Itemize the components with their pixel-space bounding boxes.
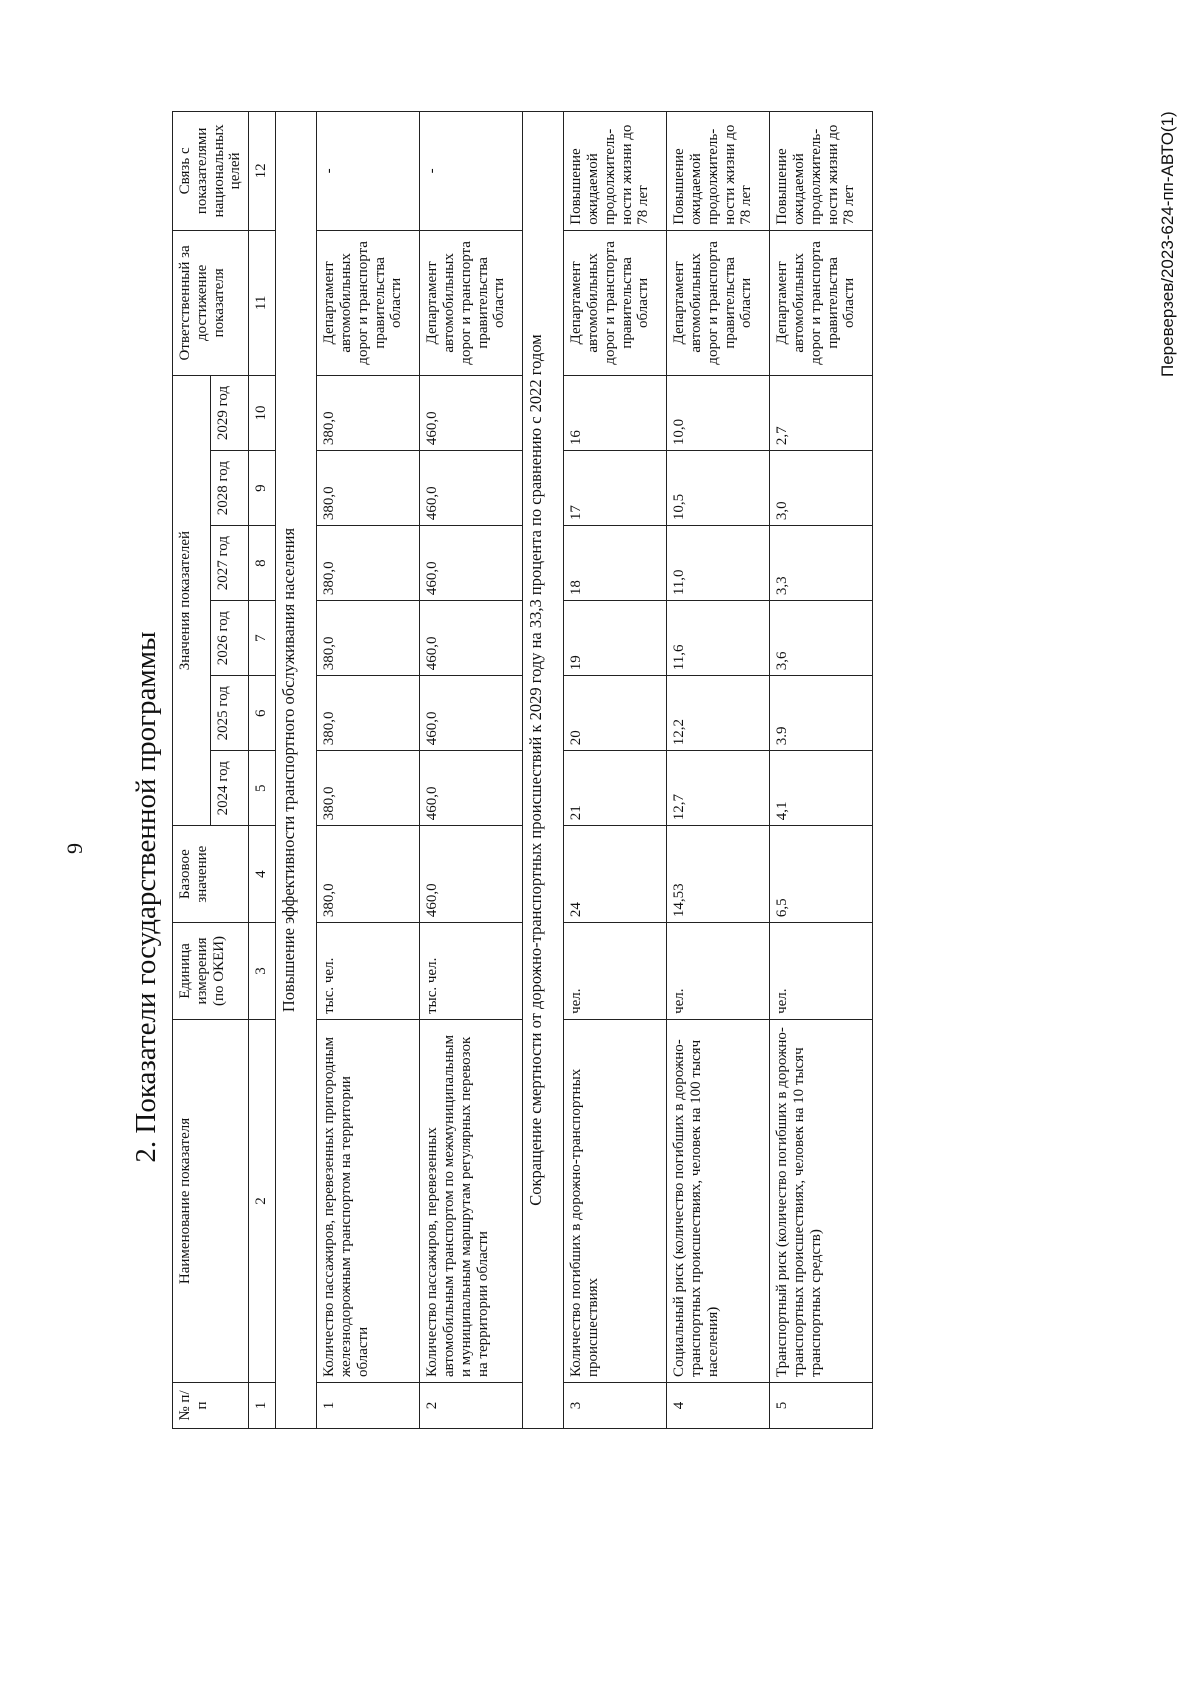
- responsible: Департамент автомобильных дорог и транспорта правительства области: [667, 230, 770, 375]
- year-value: 380,0: [317, 375, 420, 450]
- column-index: 6: [249, 676, 276, 751]
- column-index: 2: [249, 1019, 276, 1382]
- base-value: 460,0: [420, 826, 523, 923]
- year-value: 3,3: [770, 526, 873, 601]
- national-goal-link: Повышение ожидаемой продолжитель-ности жизни до 78 лет: [770, 112, 873, 231]
- year-value: 12,2: [667, 676, 770, 751]
- header-year: 2025 год: [211, 676, 249, 751]
- column-index: 9: [249, 451, 276, 526]
- year-value: 460,0: [420, 451, 523, 526]
- year-value: 380,0: [317, 751, 420, 826]
- year-value: 460,0: [420, 601, 523, 676]
- unit: тыс. чел.: [317, 923, 420, 1020]
- indicator-name: Количество пассажиров, перевезенных автомобильным транспортом по межмуниципальным и муниципальным маршрутам регулярных перевозок на территории области: [420, 1019, 523, 1382]
- year-value: 380,0: [317, 601, 420, 676]
- section-title: Сокращение смертности от дорожно-транспортных происшествий к 2029 году на 33,3 процента по сравнению с 2022 годом: [523, 112, 564, 1429]
- header-values-group: Значения показателей: [173, 375, 211, 825]
- responsible: Департамент автомобильных дорог и транспорта правительства области: [564, 230, 667, 375]
- national-goal-link: Повышение ожидаемой продолжитель-ности жизни до 78 лет: [667, 112, 770, 231]
- section-title: Повышение эффективности транспортного обслуживания населения: [276, 112, 317, 1429]
- responsible: Департамент автомобильных дорог и транспорта правительства области: [770, 230, 873, 375]
- unit: чел.: [770, 923, 873, 1020]
- year-value: 3.9: [770, 676, 873, 751]
- header-year: 2026 год: [211, 601, 249, 676]
- column-index: 5: [249, 751, 276, 826]
- year-value: 18: [564, 526, 667, 601]
- year-value: 380,0: [317, 451, 420, 526]
- year-value: 11,0: [667, 526, 770, 601]
- row-num: 1: [317, 1383, 420, 1429]
- base-value: 6,5: [770, 826, 873, 923]
- document-footer-id: Переверзев/2023-624-пп-АВТО(1): [1158, 111, 1177, 377]
- unit: чел.: [564, 923, 667, 1020]
- indicator-name: Социальный риск (количество погибших в дорожно-транспортных происшествиях, человек на 100 тысяч населения): [667, 1019, 770, 1382]
- table-row: [420, 112, 523, 1429]
- row-num: 2: [420, 1383, 523, 1429]
- row-num: 5: [770, 1383, 873, 1429]
- page-title: 2. Показатели государственной программы: [130, 631, 162, 1163]
- year-value: 3,6: [770, 601, 873, 676]
- column-index: 11: [249, 230, 276, 375]
- table-row: [770, 112, 873, 1429]
- year-value: 19: [564, 601, 667, 676]
- header-base: Базовое значение: [173, 826, 249, 923]
- header-responsible: Ответственный за достижение показателя: [173, 230, 249, 375]
- row-num: 4: [667, 1383, 770, 1429]
- year-value: 380,0: [317, 676, 420, 751]
- year-value: 10,5: [667, 451, 770, 526]
- header-year: 2027 год: [211, 526, 249, 601]
- header-year: 2029 год: [211, 375, 249, 450]
- year-value: 12,7: [667, 751, 770, 826]
- table-row: [667, 112, 770, 1429]
- header-num: № п/п: [173, 1383, 249, 1429]
- national-goal-link: -: [317, 112, 420, 231]
- unit: тыс. чел.: [420, 923, 523, 1020]
- column-index: 1: [249, 1383, 276, 1429]
- header-name: Наименование показателя: [173, 1019, 249, 1382]
- indicator-name: Количество пассажиров, перевезенных пригородным железнодорожным транспортом на территории области: [317, 1019, 420, 1382]
- year-value: 380,0: [317, 526, 420, 601]
- header-row: [173, 112, 211, 1429]
- year-value: 460,0: [420, 375, 523, 450]
- column-index: 7: [249, 601, 276, 676]
- year-value: 21: [564, 751, 667, 826]
- year-value: 20: [564, 676, 667, 751]
- year-value: 10,0: [667, 375, 770, 450]
- base-value: 380,0: [317, 826, 420, 923]
- column-index: 4: [249, 826, 276, 923]
- table-row: [564, 112, 667, 1429]
- header-link: Связь с показателями национальных целей: [173, 112, 249, 231]
- header-year: 2024 год: [211, 751, 249, 826]
- table-row: [317, 112, 420, 1429]
- base-value: 14,53: [667, 826, 770, 923]
- year-value: 4,1: [770, 751, 873, 826]
- row-num: 3: [564, 1383, 667, 1429]
- header-unit: Единица измерения (по ОКЕИ): [173, 923, 249, 1020]
- year-value: 16: [564, 375, 667, 450]
- year-value: 460,0: [420, 751, 523, 826]
- header-year: 2028 год: [211, 451, 249, 526]
- year-value: 17: [564, 451, 667, 526]
- year-value: 460,0: [420, 526, 523, 601]
- year-value: 2,7: [770, 375, 873, 450]
- unit: чел.: [667, 923, 770, 1020]
- column-index: 12: [249, 112, 276, 231]
- section-row: [523, 112, 564, 1429]
- indicator-name: Транспортный риск (количество погибших в дорожно-транспортных происшествиях, человек на 10 тысяч транспортных средств): [770, 1019, 873, 1382]
- year-value: 460,0: [420, 676, 523, 751]
- indicator-name: Количество погибших в дорожно-транспортных происшествиях: [564, 1019, 667, 1382]
- responsible: Департамент автомобильных дорог и транспорта правительства области: [317, 230, 420, 375]
- column-index: 10: [249, 375, 276, 450]
- column-index-row: [249, 112, 276, 1429]
- indicators-table: [172, 111, 873, 1429]
- year-value: 3,0: [770, 451, 873, 526]
- page-number: 9: [62, 843, 87, 854]
- national-goal-link: -: [420, 112, 523, 231]
- column-index: 3: [249, 923, 276, 1020]
- responsible: Департамент автомобильных дорог и транспорта правительства области: [420, 230, 523, 375]
- column-index: 8: [249, 526, 276, 601]
- section-row: [276, 112, 317, 1429]
- year-value: 11,6: [667, 601, 770, 676]
- base-value: 24: [564, 826, 667, 923]
- national-goal-link: Повышение ожидаемой продолжитель-ности жизни до 78 лет: [564, 112, 667, 231]
